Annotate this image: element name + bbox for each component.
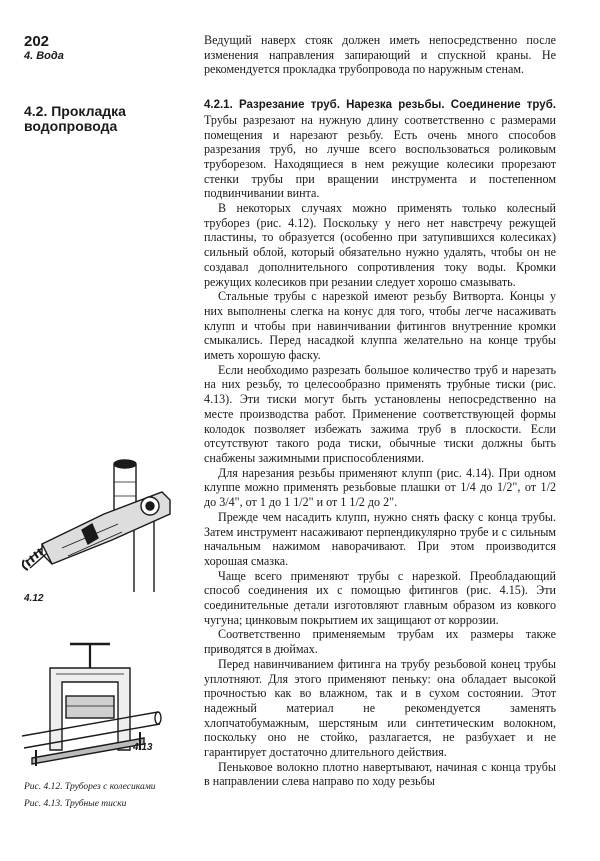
caption-4-13: Рис. 4.13. Трубные тиски [24,799,127,809]
subsection-heading: 4.2.1. Разрезание труб. Нарезка резьбы. Соединение труб. [204,99,556,112]
paragraph: Соответственно применяемым трубам их размеры также приводятся в дюймах. [204,627,556,657]
caption-4-12: Рис. 4.12. Труборез с колесиками [24,782,156,792]
figure-4-13-label: 4.13 [133,742,153,753]
paragraph: Перед навинчиванием фитинга на трубу резьбовой конец трубы уплотняют. Для этого применяют пеньку: она обладает высокой прочностью как во влажном, так и в сухом состоянии. Этот надежный материал не рекомендуется заменять хлопчатобумажным, шерстяным или синтетическим волокном, поскольку оно не стойко, разлагается, не разбухает и не гарантирует достаточно длительного действия. [204,656,556,760]
intro-paragraph: Ведущий наверх стояк должен иметь непосредственно после изменения направления запирающий и спускной краны. Не рекомендуется прокладка трубопровода по наружным стенам. [204,33,556,77]
figure-4-12-label: 4.12 [24,593,44,604]
paragraph: Чаще всего применяют трубы с нарезкой. Преобладающий способ соединения их с помощью фитингов (рис. 4.15). Эти соединительные детали изготовляют главным образом из ковкого чугуна; цинковым покрытием их защищают от коррозии. [204,568,556,627]
paragraph: Для нарезания резьбы применяют клупп (рис. 4.14). При одном клуппе можно применять резьбовые плашки от 1/4 до 1/2", от 1/2 до 3/4", от 1 до 1 1/2" и от 1 1/2 до 2". [204,465,556,510]
running-head: 4. Вода [24,50,64,62]
paragraph: Трубы разрезают на нужную длину соответственно с размерами помещения и нарезают резьбу. Есть очень много способов разрезания труб, но лучше всего воспользоваться роликовым труборезом. Находящиеся в нем режущие колесики прорезают стенки трубы при вращении инструмента и постепенном подвинчивании винта. [204,112,556,201]
subsection-paragraph [204,97,556,201]
body-text [204,33,556,789]
pipe-cutter-illustration [22,452,192,592]
paragraph: Если необходимо разрезать большое количество труб и нарезать на них резьбу, то целесообразно применять трубные тиски (рис. 4.13). Эти тиски могут быть установлены непосредственно на месте производства работ. Применение соответствующей формы колодок позволяет избежать зажима труб в плоскости. Если отсутствуют такого рода тиски, обычные тиски должны быть снабжены зажимными приспособлениями. [204,362,556,465]
figure-captions [24,782,184,816]
section-heading: 4.2. Прокладка водопровода [24,103,126,134]
paragraph: Пеньковое волокно плотно навертывают, начиная с конца трубы в направлении слева направо по ходу резьбы [204,759,556,789]
paragraph: Стальные трубы с нарезкой имеют резьбу Витворта. Концы у них выполнены слегка на конус для того, чтобы легче насаживать клупп и чтобы при навинчивании фитингов внутренние кромки смыкались. Перед насадкой клуппа желательно на конце трубы иметь хорошую фаску. [204,289,556,363]
paragraph: В некоторых случаях можно применять только колесный труборез (рис. 4.12). Поскольку у него нет навстречу режущей пластины, то образуется (особенно при затупившихся колесиках) сильный облой, который обязательно нужно удалять, чтобы он не создавал дополнительного сопротивления току воды. Кромки режущих колесиков при резании следует хорошо смазывать. [204,201,556,289]
paragraph: Прежде чем насадить клупп, нужно снять фаску с конца трубы. Затем инструмент насаживают перпендикулярно трубе и с сильным начальным нажимом наворачивают. При этом производится хорошая смазка. [204,509,556,568]
page-number: 202 [24,33,50,50]
